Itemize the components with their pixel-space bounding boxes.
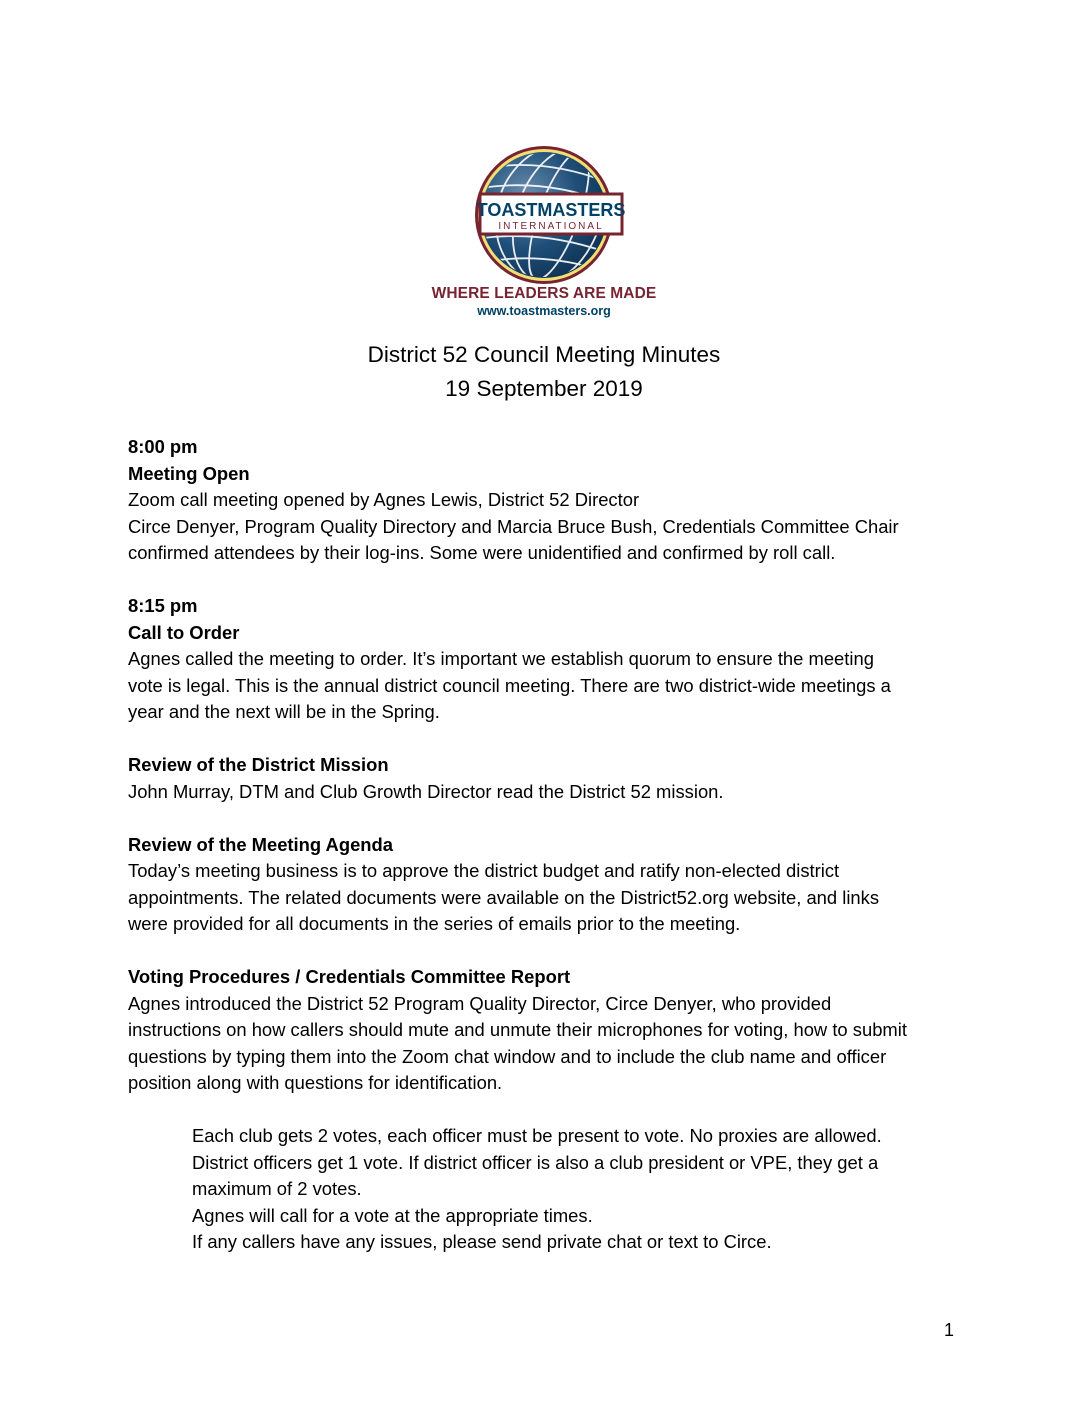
paragraph-line: Agnes called the meeting to order. It’s important we establish quorum to ensure the meeting — [128, 648, 874, 669]
paragraph-line: position along with questions for identification. — [128, 1072, 503, 1093]
document-title: District 52 Council Meeting Minutes — [367, 342, 721, 367]
paragraph-line: Zoom call meeting opened by Agnes Lewis, District 52 Director — [128, 489, 640, 510]
paragraph-line: appointments. The related documents were available on the District52.org website, and links — [128, 886, 880, 908]
voting-rule: District officers get 1 vote. If district officer is also a club president or VPE, they get a — [192, 1151, 879, 1173]
logo-brand: TOASTMASTERS — [476, 200, 626, 220]
section-heading: Voting Procedures / Credentials Committee Report — [128, 966, 571, 987]
paragraph-line: questions by typing them into the Zoom chat window and to include the club name and officer — [128, 1045, 887, 1067]
paragraph-line: Agnes introduced the District 52 Program Quality Director, Circe Denyer, who provided — [128, 992, 832, 1014]
paragraph-line: were provided for all documents in the series of emails prior to the meeting. — [128, 913, 741, 934]
section-time: 8:00 pm — [128, 436, 198, 457]
paragraph-line: year and the next will be in the Spring. — [128, 701, 440, 722]
section-heading: Meeting Open — [128, 462, 250, 484]
section-heading: Review of the District Mission — [128, 754, 389, 775]
voting-rule: Agnes will call for a vote at the appropriate times. — [192, 1204, 593, 1226]
minutes-body — [128, 434, 968, 1256]
section-heading: Review of the Meeting Agenda — [128, 833, 393, 855]
globe-icon — [424, 145, 664, 285]
paragraph-line: Today’s meeting business is to approve the district budget and ratify non-elected district — [128, 860, 840, 881]
paragraph-line: vote is legal. This is the annual district council meeting. There are two district-wide meetings a — [128, 674, 891, 696]
paragraph-line: John Murray, DTM and Club Growth Director read the District 52 mission. — [128, 780, 724, 802]
logo-tagline: WHERE LEADERS ARE MADE — [431, 285, 657, 302]
paragraph-line: confirmed attendees by their log-ins. Some were unidentified and confirmed by roll call. — [128, 542, 836, 563]
voting-rule: maximum of 2 votes. — [192, 1178, 362, 1199]
paragraph-line: Circe Denyer, Program Quality Directory and Marcia Bruce Bush, Credentials Committee Chair — [128, 515, 899, 537]
paragraph-line: instructions on how callers should mute and unmute their microphones for voting, how to submit — [128, 1019, 907, 1040]
logo-sub: INTERNATIONAL — [498, 221, 604, 232]
document-date: 19 September 2019 — [445, 376, 643, 401]
section-time: 8:15 pm — [128, 595, 198, 616]
logo-url: www.toastmasters.org — [477, 304, 611, 318]
voting-rule: If any callers have any issues, please send private chat or text to Circe. — [192, 1231, 772, 1252]
voting-rule: Each club gets 2 votes, each officer must be present to vote. No proxies are allowed. — [192, 1125, 882, 1146]
page-number: 1 — [944, 1320, 955, 1340]
section-heading: Call to Order — [128, 621, 240, 643]
